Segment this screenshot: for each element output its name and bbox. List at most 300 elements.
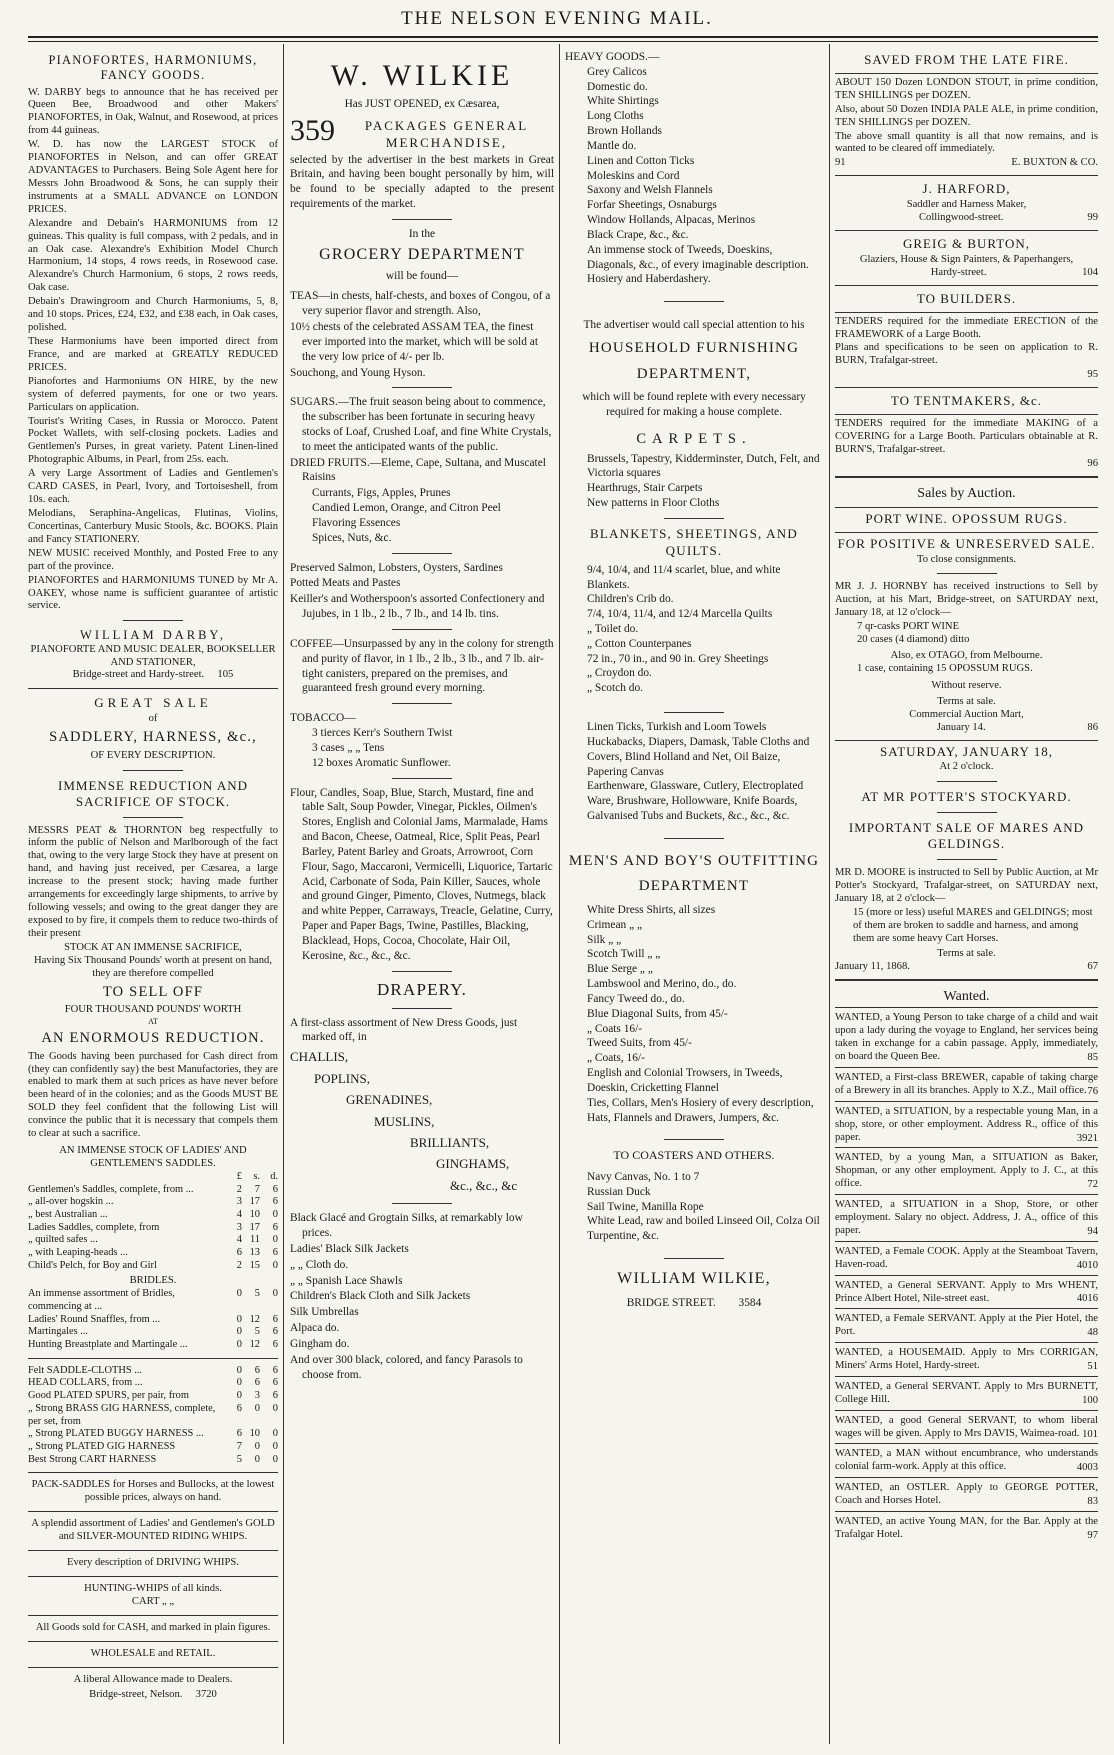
separator: [392, 553, 452, 554]
preserved-item: Preserved Salmon, Lobsters, Oysters, Sardines: [290, 561, 503, 574]
tentmakers-heading: TO TENTMAKERS, &c.: [890, 393, 1043, 409]
saddles-price-table: [28, 1171, 278, 1273]
positive-heading: FOR POSITIVE & UNRESERVED SALE.: [835, 532, 1098, 552]
item-cell: Felt SADDLE-CLOTHS ...: [28, 1364, 143, 1376]
wanted-text: WANTED, an OSTLER. Apply to GEORGE POTTER, Coach and Horses Hotel.: [835, 1482, 1098, 1507]
separator: [392, 971, 452, 972]
price-cell: 6: [272, 1196, 278, 1208]
item-cell: Ladies' Round Snaffles, from ...: [28, 1313, 161, 1325]
price-cell: 5: [254, 1288, 260, 1300]
item-cell: „ Strong PLATED BUGGY HARNESS ...: [28, 1428, 204, 1440]
ad-number: 76: [1087, 1085, 1098, 1097]
price-cell: 17: [249, 1196, 260, 1208]
item-cell: Ladies Saddles, complete, from: [28, 1221, 160, 1233]
silk-item: Ladies' Black Silk Jackets: [290, 1242, 409, 1255]
saved-heading: SAVED FROM THE LATE FIRE.: [864, 52, 1069, 67]
ad-number: 100: [1082, 1394, 1098, 1406]
moore-terms: Terms at sale.: [937, 948, 996, 960]
shillings-header: s.: [253, 1170, 260, 1182]
tobacco-heading: TOBACCO—: [290, 712, 356, 725]
separator: [664, 838, 724, 839]
coaster-item: Sail Twine, Manilla Rope: [587, 1200, 704, 1213]
wanted-ad: [835, 1443, 1098, 1477]
price-cell: 11: [249, 1234, 260, 1246]
wanted-text: WANTED, by a young Man, a SITUATION as Baker, Shopman, or any other employment. Apply to J. C., at this office.: [835, 1152, 1098, 1190]
separator: [392, 703, 452, 704]
sale-para: MESSRS PEAT & THORNTON beg respectfully to inform the public of Nelson and Marlborough of the fact that, owing to the very large Stock they have at present on hand, and having just received, per Cæsarea, a large increase to the present stock; having made further arrangements for exceedingly large shipments, to arrive by following vessels; and owing to the great danger they are exposed to by fire, it compels them to reduce two-thirds of their present: [28, 824, 278, 939]
silk-item: „ „ Spanish Lace Shawls: [290, 1274, 403, 1287]
blanket-item: „ Croydon do.: [587, 667, 652, 680]
price-cell: 0: [236, 1288, 242, 1300]
price-cell: 6: [254, 1377, 260, 1389]
heavy-item: Brown Hollands: [587, 125, 662, 138]
wanted-text: WANTED, a good General SERVANT, to whom liberal wages will be given. Apply to Mrs DAVIS, Waimea-road.: [835, 1414, 1098, 1439]
price-cell: 0: [272, 1402, 278, 1414]
fabric-list: [290, 1046, 554, 1196]
separator: [664, 518, 724, 519]
price-cell: 0: [236, 1339, 242, 1351]
darby-heading: PIANOFORTES, HARMONIUMS, FANCY GOODS.: [48, 53, 258, 83]
silk-item: Children's Black Cloth and Silk Jackets: [290, 1290, 471, 1303]
darby-trade: PIANOFORTE AND MUSIC DEALER, BOOKSELLER AND STATIONER,: [30, 643, 276, 668]
potter-heading: AT MR POTTER'S STOCKYARD.: [861, 789, 1072, 805]
fabric-item: &c., &c., &c: [450, 1177, 518, 1193]
darby-para: W. DARBY begs to announce that he has received per Queen Bee, Broadwood and other Makers' PIANOFORTES, in Oak, Walnut, and Rosewood, at prices from 44 guineas.: [28, 86, 278, 137]
item-cell: Hunting Breastplate and Martingale ...: [28, 1339, 188, 1351]
price-cell: 0: [236, 1377, 242, 1389]
hornby-item: 20 cases (4 diamond) ditto: [857, 634, 970, 646]
builders-heading: TO BUILDERS.: [916, 290, 1017, 306]
ad-number: 3720: [195, 1689, 217, 1701]
ad-number: 91: [835, 157, 846, 169]
item-cell: HEAD COLLARS, from ...: [28, 1377, 143, 1389]
price-cell: 0: [272, 1453, 278, 1465]
blanket-item: „ Toilet do.: [587, 622, 639, 635]
wanted-text: WANTED, a General SERVANT. Apply to Mrs BURNETT, College Hill.: [835, 1380, 1098, 1405]
greig-footer: [835, 267, 1098, 280]
separator: [28, 1576, 278, 1577]
price-cell: 0: [236, 1313, 242, 1325]
coasters-heading: TO COASTERS AND OTHERS.: [613, 1148, 775, 1163]
sugars: SUGARS.—The fruit season being about to commence, the subscriber has been fortunate in securing heavy stocks of Loaf, Crushed Loaf, and fine White Crystals, to meet the anticipated wants of the public.: [290, 396, 552, 453]
price-cell: 10: [249, 1208, 260, 1220]
price-cell: 0: [236, 1364, 242, 1376]
price-cell: 6: [254, 1364, 260, 1376]
greig-ad: [835, 230, 1098, 280]
wanted-ad: [835, 1007, 1098, 1067]
price-cell: 0: [272, 1208, 278, 1220]
carpets-heading: CARPETS.: [636, 430, 752, 447]
saddle-row: [28, 1260, 278, 1273]
coffee: COFFEE—Unsurpassed by any in the colony for strength and purity of flavor, in 1 lb., 2 lb., 3 lb., and 7 lb. air-tight canisters, prepared on the premises, and guaranteed fresh ground every morning.: [290, 637, 554, 695]
saddle-row: [28, 1209, 278, 1222]
separator: [937, 781, 997, 782]
heavy-item: An immense stock of Tweeds, Doeskins, Diagonals, &c., of every imaginable description.: [587, 243, 809, 271]
ad-number: 104: [1082, 266, 1098, 278]
whips-cart: CART „ „: [131, 1595, 175, 1607]
coaster-item: White Lead, raw and boiled Linseed Oil, Colza Oil: [587, 1215, 820, 1228]
tobacco-list: [290, 726, 554, 770]
blanket-item: 72 in., 70 in., and 90 in. Grey Sheetings: [587, 652, 769, 665]
greig-heading: GREIG & BURTON,: [902, 236, 1030, 252]
wanted-ad: [835, 1342, 1098, 1376]
wanted-section: [835, 979, 1098, 1544]
coaster-item: Navy Canvas, No. 1 to 7: [587, 1170, 700, 1183]
mens-item: „ Coats, 16/-: [587, 1052, 645, 1065]
fabric-item: GINGHAMS,: [436, 1156, 510, 1172]
price-cell: 0: [272, 1440, 278, 1452]
item-cell: Child's Pelch, for Boy and Girl: [28, 1259, 157, 1271]
tobacco-item: 3 tierces Kerr's Southern Twist: [312, 727, 453, 740]
mens-item: Ties, Collars, Men's Hosiery of every description, Hats, Flannels and Drawers, Jumpers, &c.: [587, 1096, 814, 1124]
wanted-banner: Wanted.: [943, 989, 990, 1005]
price-cell: 0: [254, 1440, 260, 1452]
drapery-heading: DRAPERY.: [376, 979, 468, 999]
preserved-item: Keiller's and Wotherspoon's assorted Confectionery and Jujubes, in 1 lb., 2 lb., 7 lb., and 14 lb. tins.: [290, 593, 545, 621]
column-3: [565, 50, 823, 1740]
silk-item: And over 300 black, colored, and fancy Parasols to choose from.: [290, 1353, 523, 1381]
heavy-item: Linen and Cotton Ticks: [587, 154, 695, 167]
heavy-item: Domestic do.: [587, 80, 648, 93]
ad-number: 51: [1087, 1360, 1098, 1372]
darby-para: Alexandre and Debain's HARMONIUMS from 12 guineas. This quality is full compass, with 2 pedals, and in an Oak case. Alexandre's Exhibition Model Church Harmonium, 14 stops, 4 rows reeds, in Rosewood case. Alexandre's Church Harmonium, 6 stops, 2 rows reeds, Oak case.: [28, 217, 278, 294]
darby-address: [28, 669, 278, 682]
saturday-heading: SATURDAY, JANUARY 18,: [835, 740, 1098, 760]
price-cell: 0: [236, 1390, 242, 1402]
carpet-item: Brussels, Tapestry, Kidderminster, Dutch, Felt, and Victoria squares: [587, 452, 820, 480]
wanted-text: WANTED, a SITUATION, by a respectable young Man, in a shop, store, or other employment. Address R., office of this paper.: [835, 1105, 1098, 1143]
dried-item: Currants, Figs, Apples, Prunes: [312, 487, 451, 500]
separator: [392, 778, 452, 779]
darby-signature: WILLIAM DARBY,: [80, 628, 226, 643]
dealer-allowance: A liberal Allowance made to Dealers.: [73, 1673, 233, 1685]
separator: [28, 1641, 278, 1642]
price-cell: 6: [272, 1339, 278, 1351]
harness-row: [28, 1441, 278, 1454]
mens-item: White Dress Shirts, all sizes: [587, 903, 716, 916]
separator: [392, 387, 452, 388]
harford-footer: [835, 212, 1098, 225]
separator: [937, 573, 997, 574]
price-cell: 12: [249, 1339, 260, 1351]
heavy-item: Black Crape, &c., &c.: [587, 228, 689, 241]
item-cell: „ with Leaping-heads ...: [28, 1247, 128, 1259]
mart-name: Commercial Auction Mart,: [909, 708, 1024, 720]
auction-section: [835, 476, 1098, 975]
heavy-item: Window Hollands, Alpacas, Merinos: [587, 214, 756, 227]
item-cell: An immense assortment of Bridles, commencing at ...: [28, 1288, 175, 1313]
harness-row: [28, 1428, 278, 1441]
wanted-text: WANTED, a HOUSEMAID. Apply to Mrs CORRIGAN, Miners' Arms Hotel, Hardy-street.: [835, 1347, 1098, 1372]
ad-number: 95: [1087, 369, 1098, 381]
moore-date: January 11, 1868.: [835, 961, 910, 973]
household-heading: HOUSEHOLD FURNISHING DEPARTMENT,: [588, 340, 800, 382]
terms-at-sale: Terms at sale.: [937, 695, 996, 707]
drapery-intro: A first-class assortment of New Dress Goods, just marked off, in: [290, 1016, 518, 1044]
column-divider: [829, 44, 830, 1744]
misc-price-table: [28, 1365, 278, 1467]
wilkie-address: [565, 1296, 823, 1311]
greig-trade: Glaziers, House & Sign Painters, & Paperhangers,: [859, 253, 1074, 265]
price-cell: 0: [272, 1259, 278, 1271]
item-cell: „ Strong PLATED GIG HARNESS: [28, 1440, 176, 1452]
darby-para: NEW MUSIC received Monthly, and Posted Free to any part of the province.: [28, 547, 278, 572]
coasters-list: [565, 1170, 823, 1244]
whips-splendid: A splendid assortment of Ladies' and Gentlemen's GOLD and SILVER-MOUNTED RIDING WHIPS.: [31, 1518, 275, 1543]
sale-para: Having Six Thousand Pounds' worth at present on hand, they are therefore compelled: [34, 954, 272, 979]
sale-worth: FOUR THOUSAND POUNDS' WORTH: [64, 1004, 242, 1016]
tobacco-item: 12 boxes Aromatic Sunflower.: [312, 756, 451, 769]
item-cell: Gentlemen's Saddles, complete, from ...: [28, 1183, 194, 1195]
household-replete: which will be found replete with every necessary required for making a house complete.: [582, 391, 806, 418]
mart-footer: [835, 722, 1098, 735]
price-cell: 3: [236, 1221, 242, 1233]
ad-number: 99: [1087, 212, 1098, 224]
mens-item: Fancy Tweed do., do.: [587, 992, 685, 1005]
dried-fruits-list: [290, 486, 554, 545]
harness-row: [28, 1390, 278, 1403]
separator: [28, 1358, 278, 1359]
separator: [664, 301, 724, 302]
ad-number: 4010: [1076, 1259, 1098, 1271]
separator: [664, 1258, 724, 1259]
wilkie-signature: WILLIAM WILKIE,: [617, 1270, 771, 1288]
carpet-item: Hearthrugs, Stair Carpets: [587, 482, 703, 495]
carpets-list: [565, 452, 823, 511]
hornby-item: Also, ex OTAGO, from Melbourne.: [890, 650, 1043, 662]
price-cell: 0: [272, 1234, 278, 1246]
preserved-list: [290, 561, 554, 622]
sale-at: AT: [148, 1017, 158, 1027]
heavy-item: Forfar Sheetings, Osnaburgs: [587, 199, 717, 212]
column-2: [290, 50, 554, 1740]
price-cell: 12: [249, 1313, 260, 1325]
separator: [28, 1511, 278, 1512]
mens-heading: MEN'S AND BOY'S OUTFITTING DEPARTMENT: [568, 852, 820, 895]
darby-para: Melodians, Seraphina-Angelicas, Flutinas, Violins, Concertinas, Canterbury Music Stools, &c. BOOKS. Plain and Fancy STATIONERY.: [28, 508, 278, 545]
fabric-item: POPLINS,: [314, 1070, 370, 1086]
item-cell: „ best Australian ...: [28, 1208, 108, 1220]
silk-item: „ „ Cloth do.: [290, 1258, 349, 1271]
price-cell: 6: [272, 1377, 278, 1389]
saddle-row: [28, 1184, 278, 1197]
wanted-ad: [835, 1511, 1098, 1545]
saddles-heading: AN IMMENSE STOCK OF LADIES' AND GENTLEMEN'S SADDLES.: [59, 1145, 247, 1169]
separator: [28, 1472, 278, 1473]
darby-para: Debain's Drawingroom and Church Harmoniums, 5, 8, and 10 stops. Prices, £24, £32, and £38 each, in Oak cases, polished.: [28, 296, 278, 334]
price-cell: 0: [236, 1326, 242, 1338]
harness-row: [28, 1403, 278, 1428]
fabric-item: MUSLINS,: [374, 1113, 435, 1129]
price-cell: 6: [272, 1313, 278, 1325]
ad-number: 101: [1082, 1428, 1098, 1440]
column-4: [835, 50, 1098, 1740]
mens-item: Tweed Suits, from 45/-: [587, 1037, 692, 1050]
linen-item: Earthenware, Glassware, Cutlery, Electroplated Ware, Brushware, Hollowware, Knife Boards, Galvanised Tubs and Buckets, &c., &c., &c.: [587, 780, 804, 823]
tentmakers-para: TENDERS required for the immediate MAKING of a COVERING for a Large Booth. Particulars obtainable at R. BURN'S, Trafalgar-street.: [835, 414, 1098, 457]
harness-row: [28, 1454, 278, 1467]
wanted-ad: [835, 1410, 1098, 1444]
ad-number: 72: [1087, 1179, 1098, 1191]
fabric-item: GRENADINES,: [346, 1092, 433, 1108]
separator: [123, 770, 183, 771]
moore-item: 15 (more or less) useful MARES and GELDINGS; most of them are broken to saddle and harness, and among them are some heavy Cart Horses.: [853, 906, 1093, 944]
mens-item: Silk „ „: [587, 933, 622, 946]
wanted-text: WANTED, a Female COOK. Apply at the Steamboat Tavern, Haven-road.: [835, 1245, 1098, 1270]
mares-heading: IMPORTANT SALE OF MARES AND GELDINGS.: [848, 820, 1085, 852]
heavy-goods-heading: HEAVY GOODS.—: [565, 51, 660, 63]
wilkie-street: BRIDGE STREET.: [626, 1296, 716, 1309]
dried-item: Spices, Nuts, &c.: [312, 531, 392, 544]
package-count: 359: [290, 117, 335, 147]
item-cell: Martingales ...: [28, 1326, 89, 1338]
separator: [392, 1203, 452, 1204]
mens-item: Blue Serge „ „: [587, 963, 653, 976]
sale-heading: GREAT SALE: [94, 695, 212, 711]
mens-item: Blue Diagonal Suits, from 45/-: [587, 1007, 728, 1020]
sale-saddlery: SADDLERY, HARNESS, &c.,: [49, 729, 257, 746]
separator: [123, 817, 183, 818]
linen-item: Huckabacks, Diapers, Damask, Table Cloths and Covers, Blind Holland and Net, Oil Baize, Papering Canvas: [587, 735, 810, 778]
darby-para: These Harmoniums have been imported direct from France, and are marked at GREATLY REDUCED PRICES.: [28, 336, 278, 373]
wanted-ad: [835, 1376, 1098, 1410]
price-cell: 5: [236, 1453, 242, 1465]
wanted-ad: [835, 1308, 1098, 1342]
price-cell: 10: [249, 1428, 260, 1440]
price-cell: 2: [236, 1183, 242, 1195]
darby-street: Bridge-street and Hardy-street.: [72, 669, 205, 681]
wanted-ad: [835, 1067, 1098, 1101]
heavy-item: Moleskins and Cord: [587, 169, 680, 182]
dried-item: Candied Lemon, Orange, and Citron Peel: [312, 502, 501, 515]
separator: [28, 1615, 278, 1616]
sale-address: [28, 1689, 278, 1702]
mens-item: „ Coats 16/-: [587, 1022, 643, 1035]
linen-list: [565, 720, 823, 824]
masthead-rule: [28, 36, 1098, 38]
blanket-item: „ Cotton Counterpanes: [587, 637, 692, 650]
bridles-price-table: [28, 1288, 278, 1351]
heavy-item: Hosiery and Haberdashery.: [587, 273, 711, 286]
wilkie-opened: Has JUST OPENED, ex Cæsarea,: [344, 98, 500, 110]
bridle-row: [28, 1326, 278, 1339]
sale-every: OF EVERY DESCRIPTION.: [90, 749, 216, 761]
whips-driving: Every description of DRIVING WHIPS.: [67, 1556, 239, 1568]
whips-hunting: HUNTING-WHIPS of all kinds.: [84, 1582, 222, 1594]
saturday-time: At 2 o'clock.: [939, 761, 994, 773]
darby-para: W. D. has now the LARGEST STOCK of PIANOFORTES in Nelson, and can offer GREAT ADVANTAGES to Purchasers. Being Sole Agent here for Messrs John Broadwood & Sons, he can supply their instruments at a SMALL ADVANCE on LONDON PRICES.: [28, 139, 278, 215]
wanted-ad: [835, 1275, 1098, 1309]
wanted-text: WANTED, a Female SERVANT. Apply at the Pier Hotel, the Port.: [835, 1313, 1098, 1338]
column-1: [28, 50, 278, 1740]
tobacco-item: 3 cases „ „ Tens: [312, 741, 385, 754]
ad-number: 94: [1087, 1225, 1098, 1237]
ad-number: 85: [1087, 1052, 1098, 1064]
blankets-list: [565, 563, 823, 696]
ad-number: 86: [1087, 721, 1098, 733]
price-cell: 5: [254, 1326, 260, 1338]
blanket-item: 9/4, 10/4, and 11/4 scarlet, blue, and white Blankets.: [587, 563, 781, 591]
mens-item: English and Colonial Trowsers, in Tweeds, Doeskin, Cricketting Flannel: [587, 1067, 783, 1094]
mens-item: Scotch Twill „ „: [587, 948, 661, 961]
dried-item: Flavoring Essences: [312, 516, 401, 529]
pence-header: d.: [270, 1170, 278, 1182]
heavy-goods-list: [565, 65, 823, 287]
separator: [28, 1667, 278, 1668]
harford-ad: [835, 175, 1098, 225]
wanted-ad: [835, 1477, 1098, 1511]
wanted-list: [835, 1007, 1098, 1544]
blanket-item: „ Scotch do.: [587, 682, 643, 695]
ad-number: 4003: [1076, 1462, 1098, 1474]
cash-terms: All Goods sold for CASH, and marked in plain figures.: [35, 1621, 271, 1633]
price-cell: 4: [236, 1234, 242, 1246]
price-cell: 4: [236, 1208, 242, 1220]
ad-number: 105: [217, 669, 234, 681]
mens-list: [565, 903, 823, 1125]
ad-number: 48: [1087, 1327, 1098, 1339]
heavy-item: Long Cloths: [587, 110, 644, 123]
darby-para: Tourist's Writing Cases, in Russia or Morocco. Patent Pocket Wallets, with self-closing pockets. Ladies and Gentlemen's Purses, in great variety. Patent Linen-lined Photographic Albums, in Pearl, from 25s. each.: [28, 415, 278, 466]
ad-number: 67: [1087, 961, 1098, 973]
wanted-ad: [835, 1147, 1098, 1194]
price-cell: 2: [236, 1259, 242, 1271]
price-cell: 6: [272, 1183, 278, 1195]
sale-sell-off: TO SELL OFF: [102, 983, 204, 1000]
sale-para: The Goods having been purchased for Cash direct from (they can confidently say) the best Manufactories, they are enabled to mark them at such prices as have never before been heard of in the colonies; and as the Goods MUST BE SOLD they feel confident that the following List will convince the public that it is necessary that compels them to clear at such a sacrifice.: [28, 1050, 278, 1140]
wanted-text: WANTED, a General SERVANT. Apply to Mrs WHENT, Prince Albert Hotel, Nile-street east.: [835, 1279, 1098, 1304]
packages-line: [290, 118, 554, 152]
buxton-signature: E. BUXTON & CO.: [1011, 157, 1098, 169]
teas: TEAS—in chests, half-chests, and boxes of Congou, of a very superior flavor and strength. Also,: [290, 290, 551, 318]
bridle-row: [28, 1339, 278, 1352]
harford-heading: J. HARFORD,: [922, 181, 1011, 197]
sale-street: Bridge-street, Nelson.: [89, 1689, 183, 1701]
harford-trade: Saddler and Harness Maker,: [906, 199, 1027, 211]
moore-footer: [835, 961, 1098, 974]
linen-item: Linen Ticks, Turkish and Loom Towels: [587, 721, 767, 734]
saved-para: The above small quantity is all that now remains, and is wanted to be cleared off immediately.: [835, 130, 1098, 155]
wanted-text: WANTED, a Young Person to take charge of a child and wait upon a lady during the voyage to England, her services being taken in exchange for a cabin passage. Apply, immediately, on board the Queen Bee.: [835, 1012, 1098, 1063]
saddle-row: [28, 1234, 278, 1247]
fabric-item: CHALLIS,: [290, 1049, 349, 1065]
wanted-text: WANTED, a MAN without encumbrance, who understands colonial farm-work. Apply at this office.: [835, 1448, 1098, 1473]
masthead: THE NELSON EVENING MAIL.: [401, 8, 713, 29]
wanted-text: WANTED, an active Young MAN, for the Bar. Apply at the Trafalgar Hotel.: [835, 1515, 1098, 1540]
price-header-row: [28, 1171, 278, 1184]
price-cell: 7: [236, 1440, 242, 1452]
mens-item: Crimean „ „: [587, 918, 643, 931]
price-cell: 15: [249, 1259, 260, 1271]
coaster-item: Turpentine, &c.: [587, 1230, 660, 1243]
close-consignments: To close consignments.: [916, 553, 1016, 565]
packages-label: PACKAGES GENERAL MERCHANDISE,: [364, 117, 529, 150]
wilkie-title: W. WILKIE: [330, 59, 514, 92]
greig-street: Hardy-street.: [930, 266, 987, 278]
harness-row: [28, 1365, 278, 1378]
coaster-item: Russian Duck: [587, 1185, 651, 1198]
masthead-rule-thin: [28, 41, 1098, 42]
separator: [937, 812, 997, 813]
separator: [123, 620, 183, 621]
separator: [664, 1139, 724, 1140]
mens-item: Lambswool and Merino, do., do.: [587, 978, 737, 991]
wanted-text: WANTED, a SITUATION in a Shop, Store, or other employment. Salary no object. Address, J. A., office of this paper.: [835, 1199, 1098, 1236]
souchong: Souchong, and Young Hyson.: [290, 366, 426, 379]
in-the: In the: [408, 227, 436, 240]
will-be-found: will be found—: [385, 269, 459, 282]
silk-item: Black Glacé and Grogtain Silks, at remarkably low prices.: [290, 1212, 523, 1240]
